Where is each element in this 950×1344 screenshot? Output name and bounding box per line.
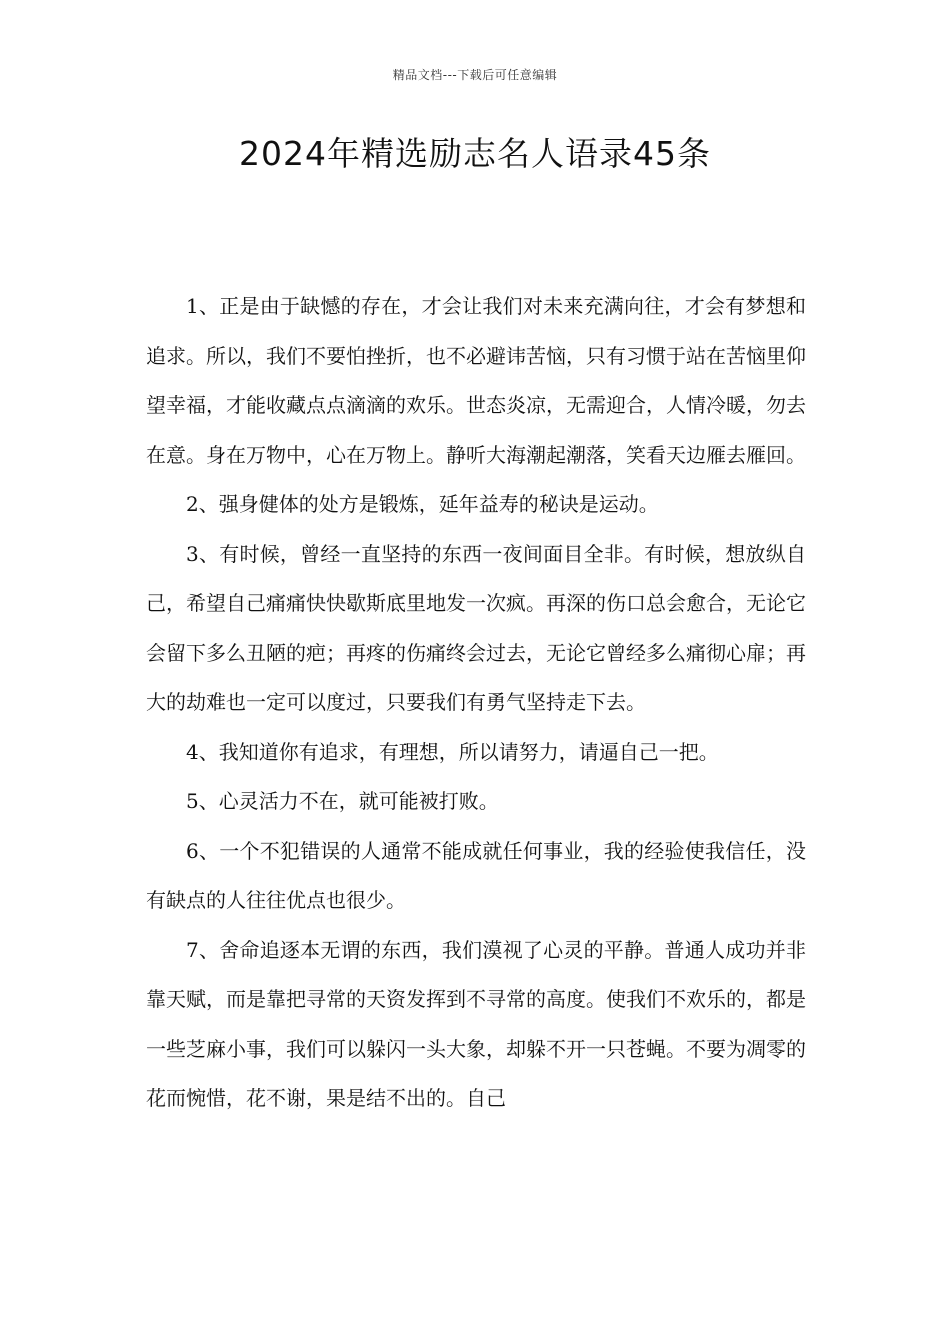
- quote-paragraph-3: 3、有时候，曾经一直坚持的东西一夜间面目全非。有时候，想放纵自己，希望自己痛痛快快歇斯底里地发一次疯。再深的伤口总会愈合，无论它会留下多么丑陋的疤；再疼的伤痛终会过去，无论它曾经多么痛彻心扉；再大的劫难也一定可以度过，只要我们有勇气坚持走下去。: [146, 541, 806, 714]
- quote-paragraph-4: 4、我知道你有追求，有理想，所以请努力，请逼自己一把。: [186, 739, 719, 764]
- quote-paragraph-6: 6、一个不犯错误的人通常不能成就任何事业，我的经验使我信任，没有缺点的人往往优点也很少。: [146, 838, 806, 912]
- quote-paragraph-5: 5、心灵活力不在，就可能被打败。: [186, 789, 499, 813]
- document-title: 2024年精选励志名人语录45条: [239, 134, 711, 173]
- header-note: 精品文档---下载后可任意编辑: [392, 68, 558, 82]
- quote-paragraph-7: 7、舍命追逐本无谓的东西，我们漠视了心灵的平静。普通人成功并非靠天赋，而是靠把寻常的天资发挥到不寻常的高度。使我们不欢乐的，都是一些芝麻小事，我们可以躲闪一头大象，却躲不开一只苍蝇。不要为凋零的花而惋惜，花不谢，果是结不出的。自己: [146, 937, 806, 1110]
- quote-paragraph-2: 2、强身健体的处方是锻炼，延年益寿的秘诀是运动。: [186, 492, 659, 516]
- document-body: [146, 282, 806, 1124]
- quote-paragraph-1: 1、正是由于缺憾的存在，才会让我们对未来充满向往，才会有梦想和追求。所以，我们不要怕挫折，也不必避讳苦恼，只有习惯于站在苦恼里仰望幸福，才能收藏点点滴滴的欢乐。世态炎凉，无需迎合，人情冷暖，勿去在意。身在万物中，心在万物上。静听大海潮起潮落，笑看天边雁去雁回。: [146, 294, 806, 467]
